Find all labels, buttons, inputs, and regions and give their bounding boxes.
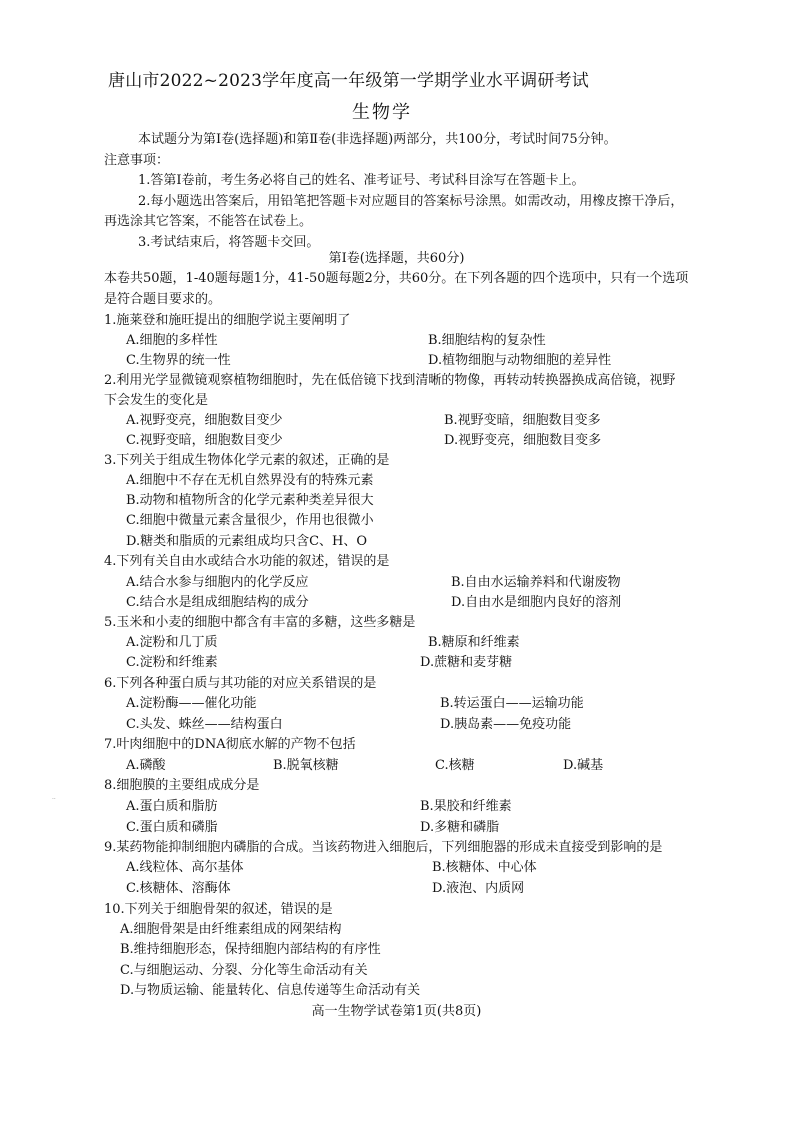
q2-stem-1: 2.利用光学显微镜观察植物细胞时，先在低倍镜下找到清晰的物像，再转动转换器换成高倍镜，视野 — [104, 373, 676, 388]
q10-option-d: D.与物质运输、能量转化、信息传递等生命活动有关 — [120, 983, 421, 998]
q3-option-b: B.动物和植物所含的化学元素种类差异很大 — [126, 493, 374, 508]
q5-option-b: B.糖原和纤维素 — [428, 635, 520, 650]
q6-option-a: A.淀粉酶——催化功能 — [126, 696, 257, 711]
q1-option-c: C.生物界的统一性 — [126, 353, 231, 368]
q2-option-c: C.视野变暗，细胞数目变少 — [126, 433, 283, 448]
q4-stem: 4.下列有关自由水或结合水功能的叙述，错误的是 — [104, 554, 390, 569]
exam-title: 唐山市2022~2023学年度高一年级第一学期学业水平调研考试 — [108, 71, 589, 91]
q4-option-a: A.结合水参与细胞内的化学反应 — [126, 575, 309, 590]
q2-option-d: D.视野变亮，细胞数目变多 — [444, 433, 602, 448]
q10-option-c: C.与细胞运动、分裂、分化等生命活动有关 — [120, 963, 368, 978]
intro-line: 本试题分为第Ⅰ卷(选择题)和第Ⅱ卷(非选择题)两部分，共100分，考试时间75分钟。 — [138, 132, 617, 147]
q7-stem: 7.叶肉细胞中的DNA彻底水解的产物不包括 — [104, 737, 356, 752]
q8-option-d: D.多糖和磷脂 — [420, 820, 500, 835]
q10-stem: 10.下列关于细胞骨架的叙述，错误的是 — [104, 902, 333, 917]
scan-dots: ·· — [52, 796, 56, 803]
q2-option-a: A.视野变亮，细胞数目变少 — [126, 413, 283, 428]
q9-option-c: C.核糖体、溶酶体 — [126, 881, 231, 896]
note-2a: 2.每小题选出答案后，用铅笔把答题卡对应题目的答案标号涂黑。如需改动，用橡皮擦干净后， — [138, 194, 684, 209]
q9-stem: 9.某药物能抑制细胞内磷脂的合成。当该药物进入细胞后，下列细胞器的形成未直接受到影响的是 — [104, 840, 663, 855]
q7-option-d: D.碱基 — [563, 758, 604, 773]
q6-option-d: D.胰岛素——免疫功能 — [440, 717, 572, 732]
q6-stem: 6.下列各种蛋白质与其功能的对应关系错误的是 — [104, 676, 377, 691]
section-heading: 第Ⅰ卷(选择题，共60分) — [328, 251, 465, 266]
note-2b: 再选涂其它答案，不能答在试卷上。 — [104, 214, 313, 229]
notes-heading: 注意事项： — [104, 153, 170, 168]
note-3: 3.考试结束后，将答题卡交回。 — [138, 235, 320, 250]
q4-option-b: B.自由水运输养料和代谢废物 — [451, 575, 621, 590]
q1-stem: 1.施莱登和施旺提出的细胞学说主要阐明了 — [104, 313, 351, 328]
q5-option-c: C.淀粉和纤维素 — [126, 655, 218, 670]
q2-stem-2: 下会发生的变化是 — [104, 393, 209, 408]
section-desc-2: 是符合题目要求的。 — [104, 292, 222, 307]
q4-option-d: D.自由水是细胞内良好的溶剂 — [451, 595, 622, 610]
q7-option-a: A.磷酸 — [126, 758, 166, 773]
q6-option-b: B.转运蛋白——运输功能 — [440, 696, 584, 711]
q7-option-c: C.核糖 — [435, 758, 475, 773]
q3-stem: 3.下列关于组成生物体化学元素的叙述，正确的是 — [104, 453, 390, 468]
q10-option-a: A.细胞骨架是由纤维素组成的网架结构 — [120, 922, 342, 937]
q3-option-c: C.细胞中微量元素含量很少，作用也很微小 — [126, 513, 374, 528]
q7-option-b: B.脱氧核糖 — [273, 758, 339, 773]
subject-title: 生物学 — [352, 102, 412, 123]
q8-option-b: B.果胶和纤维素 — [420, 799, 512, 814]
q1-option-b: B.细胞结构的复杂性 — [428, 333, 546, 348]
section-desc-1: 本卷共50题，1-40题每题1分，41-50题每题2分，共60分。在下列各题的四个选项中，只有一个选项 — [104, 271, 689, 286]
q3-option-a: A.细胞中不存在无机自然界没有的特殊元素 — [126, 473, 374, 488]
q9-option-b: B.核糖体、中心体 — [432, 860, 537, 875]
q10-option-b: B.维持细胞形态，保持细胞内部结构的有序性 — [120, 942, 381, 957]
q9-option-a: A.线粒体、高尔基体 — [126, 860, 244, 875]
q3-option-d: D.糖类和脂质的元素组成均只含C、H、O — [126, 534, 368, 549]
q1-option-d: D.植物细胞与动物细胞的差异性 — [428, 353, 612, 368]
q5-option-a: A.淀粉和几丁质 — [126, 635, 218, 650]
q6-option-c: C.头发、蛛丝——结构蛋白 — [126, 717, 283, 732]
q8-option-c: C.蛋白质和磷脂 — [126, 820, 218, 835]
page-footer: 高一生物学试卷第1页(共8页) — [311, 1004, 482, 1019]
q1-option-a: A.细胞的多样性 — [126, 333, 218, 348]
q8-option-a: A.蛋白质和脂肪 — [126, 799, 218, 814]
q8-stem: 8.细胞膜的主要组成成分是 — [104, 778, 260, 793]
q5-stem: 5.玉米和小麦的细胞中都含有丰富的多糖，这些多糖是 — [104, 615, 416, 630]
q4-option-c: C.结合水是组成细胞结构的成分 — [126, 595, 309, 610]
q5-option-d: D.蔗糖和麦芽糖 — [420, 655, 513, 670]
q2-option-b: B.视野变暗，细胞数目变多 — [444, 413, 601, 428]
note-1: 1.答第Ⅰ卷前，考生务必将自己的姓名、准考证号、考试科目涂写在答题卡上。 — [138, 173, 585, 188]
q9-option-d: D.液泡、内质网 — [432, 881, 525, 896]
